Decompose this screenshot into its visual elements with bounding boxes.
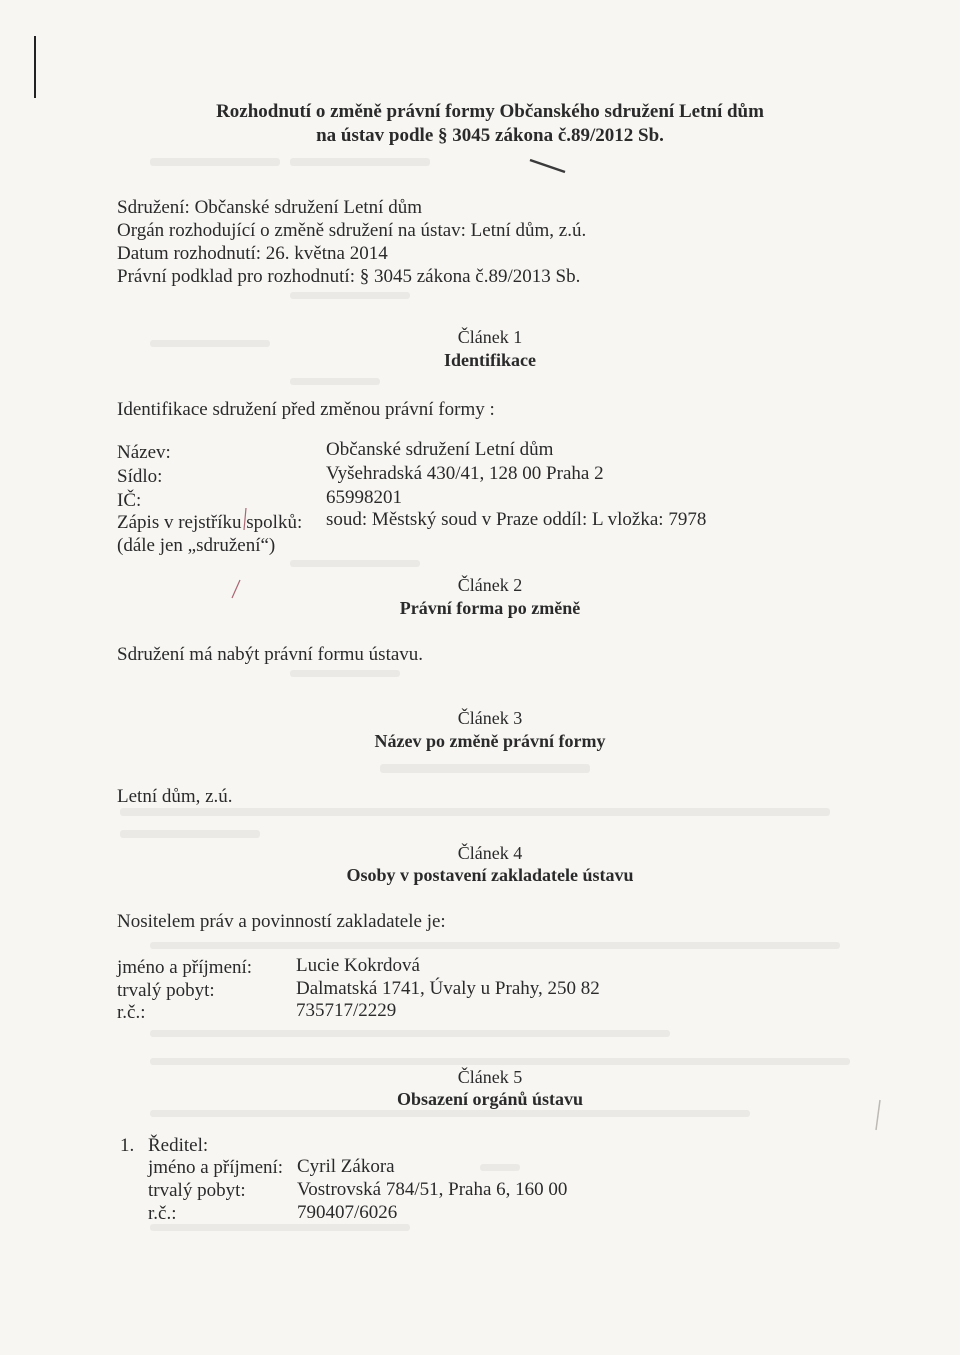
article5-heading: Obsazení orgánů ústavu xyxy=(396,1089,584,1109)
article5-label-name: jméno a příjmení: xyxy=(148,1157,284,1178)
article1-heading: Identifikace xyxy=(444,350,536,370)
article5-value-residence: Vostrovská 784/51, Praha 6, 160 00 xyxy=(297,1179,568,1200)
article4-label-birth-number: r.č.: xyxy=(117,1002,146,1023)
article4-number: Článek 4 xyxy=(457,843,523,863)
article5-value-birth-number: 790407/6026 xyxy=(297,1202,398,1223)
article4-value-name: Lucie Kokrdová xyxy=(296,955,420,976)
article5-number: Článek 5 xyxy=(457,1067,523,1087)
article1-value-ic: 65998201 xyxy=(326,487,402,508)
article3-number: Článek 3 xyxy=(457,708,523,728)
intro-line-body: Orgán rozhodující o změně sdružení na ústav: Letní dům, z.ú. xyxy=(117,220,587,241)
article2-number: Článek 2 xyxy=(457,575,523,595)
article4-value-residence: Dalmatská 1741, Úvaly u Prahy, 250 82 xyxy=(296,978,600,999)
article1-value-seat: Vyšehradská 430/41, 128 00 Praha 2 xyxy=(326,463,604,484)
intro-line-date: Datum rozhodnutí: 26. května 2014 xyxy=(117,243,388,264)
article4-heading: Osoby v postavení zakladatele ústavu xyxy=(346,865,634,885)
article1-value-register: soud: Městský soud v Praze oddíl: L vložka: 7978 xyxy=(326,509,707,530)
document-title-line1: Rozhodnutí o změně právní formy Občanského sdružení Letní dům xyxy=(216,101,764,122)
intro-line-association: Sdružení: Občanské sdružení Letní dům xyxy=(117,197,422,218)
article1-label-name: Název: xyxy=(117,442,171,463)
article1-label-seat: Sídlo: xyxy=(117,466,163,487)
article3-text: Letní dům, z.ú. xyxy=(117,786,233,807)
article2-text: Sdružení má nabýt právní formu ústavu. xyxy=(117,644,424,665)
article4-label-residence: trvalý pobyt: xyxy=(117,980,215,1001)
article1-lead: Identifikace sdružení před změnou právní formy : xyxy=(117,399,495,420)
document-title-line2: na ústav podle § 3045 zákona č.89/2012 Sb. xyxy=(316,125,664,146)
article4-label-name: jméno a příjmení: xyxy=(117,957,253,978)
article1-value-name: Občanské sdružení Letní dům xyxy=(326,439,554,460)
intro-line-legal-basis: Právní podklad pro rozhodnutí: § 3045 zákona č.89/2013 Sb. xyxy=(117,266,581,287)
article5-value-name: Cyril Zákora xyxy=(297,1156,395,1177)
article1-number: Článek 1 xyxy=(457,327,523,347)
article5-label-residence: trvalý pobyt: xyxy=(148,1180,246,1201)
article1-label-register: Zápis v rejstříku spolků: xyxy=(117,512,303,533)
article4-value-birth-number: 735717/2229 xyxy=(296,1000,397,1021)
article3-heading: Název po změně právní formy xyxy=(374,731,606,751)
article2-heading: Právní forma po změně xyxy=(399,598,581,618)
article5-item-title: Ředitel: xyxy=(148,1135,209,1156)
article5-label-birth-number: r.č.: xyxy=(148,1203,177,1224)
article5-item-number: 1. xyxy=(120,1135,135,1156)
article4-lead: Nositelem práv a povinností zakladatele je: xyxy=(117,911,446,932)
article1-label-ic: IČ: xyxy=(117,490,142,511)
article1-note: (dále jen „sdružení“) xyxy=(117,535,276,556)
